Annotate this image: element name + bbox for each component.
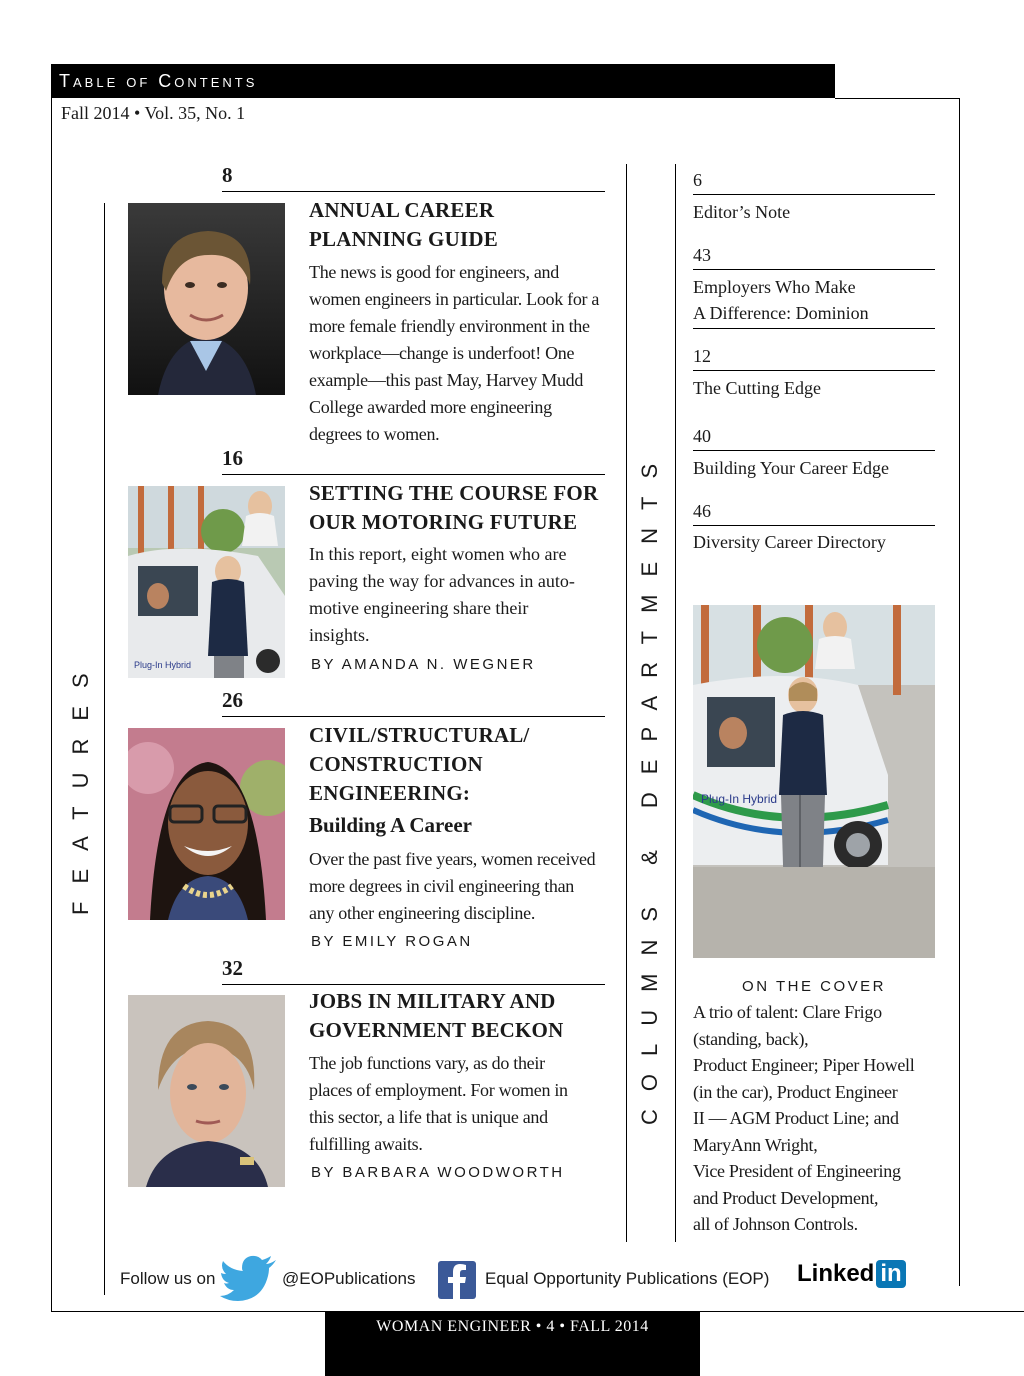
issue-label: Fall 2014 • Vol. 35, No. 1: [61, 103, 246, 123]
feature-title-line: OUR MOTORING FUTURE: [309, 510, 578, 534]
feature-photo-motoring[interactable]: [128, 486, 285, 678]
feature-summary: [309, 541, 609, 649]
feature-photo-civil-engineering[interactable]: [128, 728, 285, 920]
summary-line: College awarded more engineering: [309, 397, 552, 417]
feature-summary: [309, 259, 609, 448]
summary-line: insights.: [309, 625, 370, 645]
frame-top-border: [835, 98, 960, 99]
feature-title-line: CONSTRUCTION: [309, 752, 483, 776]
feature-title-line: ENGINEERING:: [309, 781, 471, 805]
feature-title-line: GOVERNMENT BECKON: [309, 1018, 564, 1042]
feature-title[interactable]: [309, 196, 498, 254]
linkedin-logo[interactable]: [797, 1260, 906, 1292]
feature-byline: BY BARBARA WOODWORTH: [311, 1164, 565, 1181]
feature-rule: [222, 984, 605, 985]
feature-page-number: 8: [222, 163, 233, 187]
feature-page-number: 32: [222, 956, 243, 980]
facebook-icon[interactable]: [438, 1261, 476, 1299]
caption-line: and Product Development,: [693, 1187, 879, 1208]
summary-line: example—this past May, Harvey Mudd: [309, 370, 584, 390]
feature-photo-career-guide[interactable]: [128, 203, 285, 395]
feature-title[interactable]: [309, 721, 529, 808]
car-badge-text: Plug-In Hybrid: [701, 792, 778, 806]
summary-line: Over the past five years, women received: [309, 849, 596, 869]
feature-title-line: ANNUAL CAREER: [309, 198, 495, 222]
twitter-handle-link[interactable]: @EOPublications: [282, 1269, 416, 1288]
page-footer: WOMAN ENGINEER • 4 • FALL 2014: [325, 1312, 700, 1376]
feature-title-line: CIVIL/STRUCTURAL/: [309, 723, 530, 747]
department-page-number: 40: [693, 426, 711, 446]
feature-photo-military[interactable]: [128, 995, 285, 1187]
feature-title[interactable]: [309, 987, 563, 1045]
feature-byline: BY EMILY ROGAN: [311, 933, 473, 950]
feature-byline: BY AMANDA N. WEGNER: [311, 656, 536, 673]
cover-title: ON THE COVER: [742, 978, 886, 995]
linkedin-icon: in: [876, 1260, 905, 1288]
departments-divider-right: [675, 164, 676, 1242]
car-badge-text: Plug-In Hybrid: [134, 660, 192, 670]
caption-line: (standing, back),: [693, 1028, 809, 1049]
summary-line: The news is good for engineers, and: [309, 262, 559, 282]
department-rule: [693, 370, 935, 371]
feature-rule: [222, 191, 605, 192]
facebook-page-link[interactable]: Equal Opportunity Publications (EOP): [485, 1269, 770, 1288]
department-rule: [693, 450, 935, 451]
caption-line: (in the car), Product Engineer: [693, 1081, 898, 1102]
department-rule: [693, 269, 935, 270]
feature-summary: [309, 846, 609, 927]
summary-line: women engineers in particular. Look for a: [309, 289, 600, 309]
department-page-number: 12: [693, 346, 711, 366]
summary-line: places of employment. For women in: [309, 1080, 568, 1100]
cover-caption: [693, 999, 953, 1238]
department-link-employers[interactable]: [693, 274, 869, 326]
summary-line: this sector, a life that is unique and: [309, 1107, 548, 1127]
department-rule: [693, 328, 935, 329]
summary-line: workplace—change is underfoot! One: [309, 343, 575, 363]
caption-line: Product Engineer; Piper Howell: [693, 1055, 915, 1075]
frame-right-border: [959, 98, 960, 1286]
department-link-cutting-edge[interactable]: The Cutting Edge: [693, 378, 821, 398]
caption-line: Vice President of Engineering: [693, 1161, 901, 1181]
feature-subtitle: Building A Career: [309, 813, 472, 837]
caption-line: A trio of talent: Clare Frigo: [693, 1002, 882, 1022]
summary-line: degrees to women.: [309, 424, 440, 444]
department-title-line: A Difference: Dominion: [693, 303, 869, 323]
features-label: FEATURES: [68, 655, 93, 915]
department-link-directory[interactable]: Diversity Career Directory: [693, 532, 886, 552]
feature-rule: [222, 474, 605, 475]
department-page-number: 6: [693, 170, 702, 190]
feature-rule: [222, 716, 605, 717]
department-rule: [693, 525, 935, 526]
caption-line: II — AGM Product Line; and: [693, 1108, 899, 1128]
department-link-editors-note[interactable]: Editor’s Note: [693, 202, 791, 222]
linkedin-wordmark: Linked: [797, 1260, 875, 1287]
summary-line: more female friendly environment in the: [309, 316, 590, 336]
follow-us-label: Follow us on: [120, 1269, 216, 1288]
summary-line: more degrees in civil engineering than: [309, 876, 574, 896]
feature-page-number: 26: [222, 688, 243, 712]
twitter-icon[interactable]: [220, 1254, 278, 1302]
frame-left-border: [51, 98, 52, 1312]
summary-line: motive engineering share their: [309, 598, 529, 618]
features-divider: [104, 203, 105, 1295]
department-page-number: 43: [693, 245, 711, 265]
departments-label: COLUMNS & DEPARTMENTS: [637, 445, 662, 1125]
feature-title-line: JOBS IN MILITARY AND: [309, 989, 556, 1013]
toc-header: Table of Contents: [51, 64, 835, 98]
caption-line: MaryAnn Wright,: [693, 1134, 818, 1155]
summary-line: In this report, eight women who are: [309, 544, 567, 564]
summary-line: any other engineering discipline.: [309, 903, 536, 923]
cover-photo[interactable]: [693, 605, 935, 958]
feature-page-number: 16: [222, 446, 243, 470]
feature-title-line: SETTING THE COURSE FOR: [309, 481, 599, 505]
departments-divider-left: [626, 164, 627, 1242]
summary-line: The job functions vary, as do their: [309, 1053, 545, 1073]
department-link-career-edge[interactable]: Building Your Career Edge: [693, 458, 889, 478]
caption-line: all of Johnson Controls.: [693, 1214, 858, 1234]
feature-summary: [309, 1050, 609, 1158]
feature-title-line: PLANNING GUIDE: [309, 227, 498, 251]
department-page-number: 46: [693, 501, 711, 521]
summary-line: fulfilling awaits.: [309, 1134, 423, 1154]
department-title-line: Employers Who Make: [693, 277, 856, 297]
summary-line: paving the way for advances in auto-: [309, 571, 575, 591]
department-rule: [693, 194, 935, 195]
feature-title[interactable]: [309, 479, 598, 537]
